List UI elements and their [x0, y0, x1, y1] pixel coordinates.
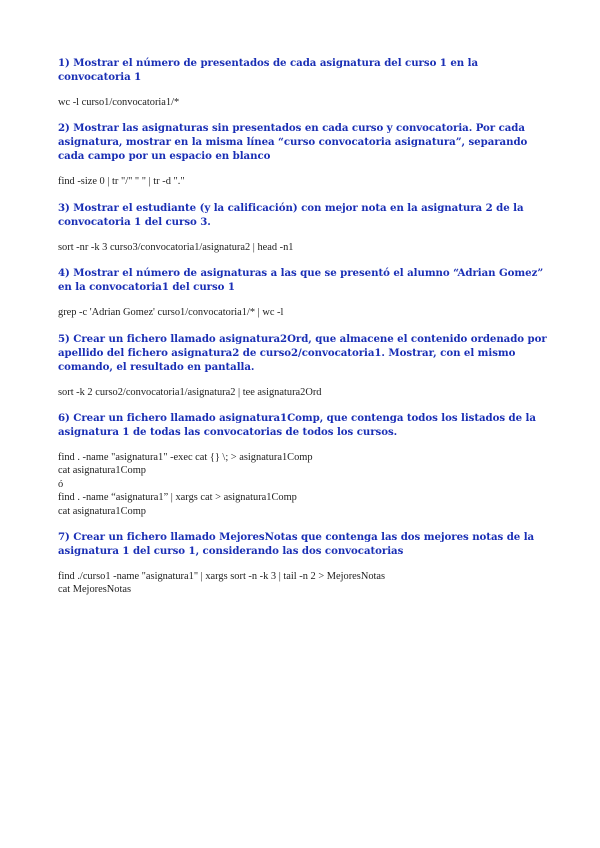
command-line: find ./curso1 -name "asignatura1" | xargs sort -n -k 3 | tail -n 2 > MejoresNotas: [58, 571, 386, 583]
exercise-1: [58, 56, 548, 109]
exercise-question: 2) Mostrar las asignaturas sin presentados en cada curso y convocatoria. Por cada asignatura, mostrar en la misma línea “curso convocatoria asignatura”, separando cada campo por un espacio en blanco: [58, 122, 528, 163]
document-content: [58, 56, 548, 609]
command-line: cat MejoresNotas: [58, 584, 131, 596]
command-line: sort -nr -k 3 curso3/convocatoria1/asignatura2 | head -n1: [58, 241, 294, 253]
exercise-question: 7) Crear un fichero llamado MejoresNotas que contenga las dos mejores notas de la asignatura 1 del curso 1, considerando las dos convocatorias: [58, 531, 535, 558]
exercise-6: [58, 411, 548, 518]
exercise-answer: [58, 241, 548, 254]
command-line: cat asignatura1Comp: [58, 505, 147, 517]
command-line: wc -l curso1/convocatoria1/*: [58, 97, 180, 108]
command-line: find . -name “asignatura1” | xargs cat > asignatura1Comp: [58, 492, 297, 504]
exercise-answer: [58, 175, 548, 188]
command-line: find . -name "asignatura1" -exec cat {} \; > asignatura1Comp: [58, 452, 313, 464]
exercise-question: 5) Crear un fichero llamado asignatura2Ord, que almacene el contenido ordenado por apellido del fichero asignatura2 de curso2/convocatoria1. Mostrar, con el mismo comando, el resultado en pantalla.: [58, 332, 547, 373]
exercise-4: [58, 266, 548, 319]
exercise-answer: [58, 570, 548, 597]
command-line: cat asignatura1Comp: [58, 465, 147, 477]
exercise-question: 6) Crear un fichero llamado asignatura1Comp, que contenga todos los listados de la asignatura 1 de todas las convocatorias de todos los cursos.: [58, 412, 536, 439]
exercise-2: [58, 121, 548, 188]
alternative-separator: ó: [58, 478, 64, 490]
exercise-3: [58, 201, 548, 254]
exercise-question: 1) Mostrar el número de presentados de cada asignatura del curso 1 en la convocatoria 1: [58, 57, 478, 83]
command-line: grep -c 'Adrian Gomez' curso1/convocatoria1/* | wc -l: [58, 307, 284, 319]
command-line: sort -k 2 curso2/convocatoria1/asignatura2 | tee asignatura2Ord: [58, 386, 322, 398]
exercise-answer: [58, 306, 548, 319]
exercise-question: 3) Mostrar el estudiante (y la calificación) con mejor nota en la asignatura 2 de la convocatoria 1 del curso 3.: [58, 201, 524, 228]
exercise-question: 4) Mostrar el número de asignaturas a las que se presentó el alumno “Adrian Gomez” en la convocatoria1 del curso 1: [58, 267, 544, 294]
exercise-answer: [58, 451, 548, 518]
exercise-5: [58, 332, 548, 399]
exercise-answer: [58, 386, 548, 399]
exercise-answer: [58, 96, 548, 109]
exercise-7: [58, 530, 548, 597]
command-line: find -size 0 | tr "/" " " | tr -d ".": [58, 176, 185, 188]
